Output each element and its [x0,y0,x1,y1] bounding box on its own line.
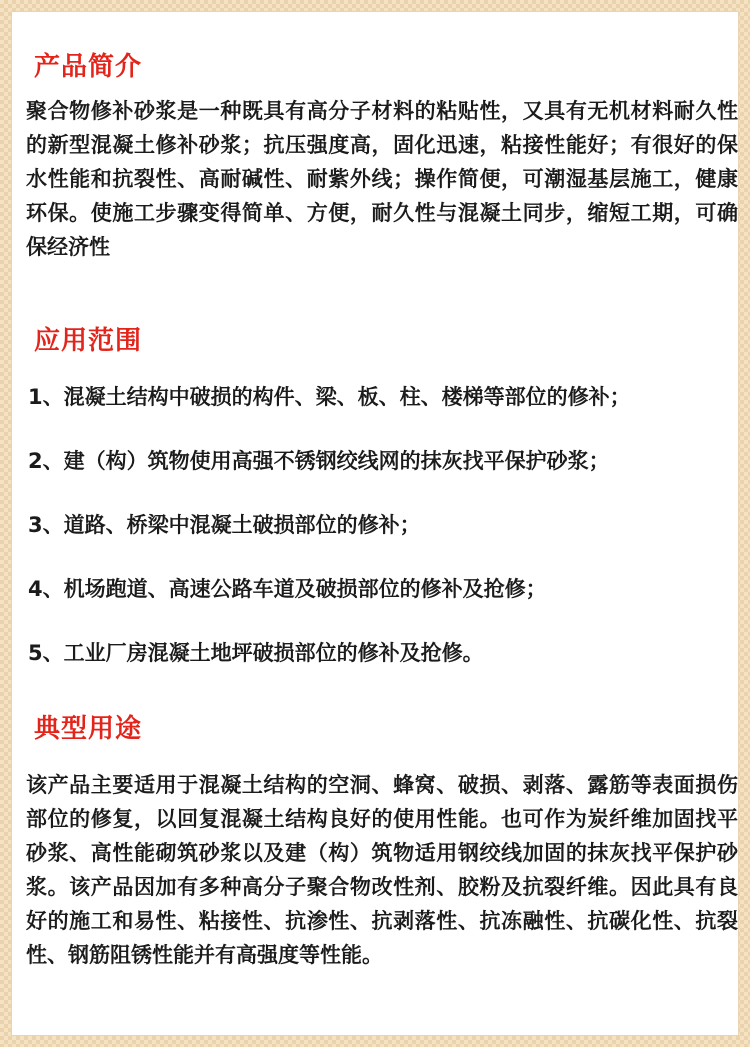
section-title-scope: 应用范围 [34,326,143,356]
content-panel [12,12,738,1035]
list-item: 4、机场跑道、高速公路车道及破损部位的修补及抢修； [28,577,547,601]
list-item: 1、混凝土结构中破损的构件、梁、板、柱、楼梯等部位的修补； [28,385,631,409]
intro-paragraph: 聚合物修补砂浆是一种既具有高分子材料的粘贴性，又具有无机材料耐久性的新型混凝土修补砂浆；抗压强度高，固化迅速，粘接性能好；有很好的保水性能和抗裂性、高耐碱性、耐紫外线；操作简便，可潮湿基层施工，健康环保。使施工步骤变得简单、方便，耐久性与混凝土同步，缩短工期，可确保经济性 [26,99,738,259]
list-item: 5、工业厂房混凝土地坪破损部位的修补及抢修。 [28,641,484,665]
usage-paragraph: 该产品主要适用于混凝土结构的空洞、蜂窝、破损、剥落、露筋等表面损伤部位的修复，以回复混凝土结构良好的使用性能。也可作为炭纤维加固找平砂浆、高性能砌筑砂浆以及建（构）筑物适用钢绞线加固的抹灰找平保护砂浆。该产品因加有多种高分子聚合物改性剂、胶粉及抗裂纤维。因此具有良好的施工和易性、粘接性、抗渗性、抗剥落性、抗冻融性、抗碳化性、抗裂性、钢筋阻锈性能并有高强度等性能。 [26,773,738,967]
list-item: 2、建（构）筑物使用高强不锈钢绞线网的抹灰找平保护砂浆； [28,449,610,473]
list-item: 3、道路、桥梁中混凝土破损部位的修补； [28,513,421,537]
section-title-usage: 典型用途 [34,714,143,744]
section-title-intro: 产品简介 [34,52,143,82]
